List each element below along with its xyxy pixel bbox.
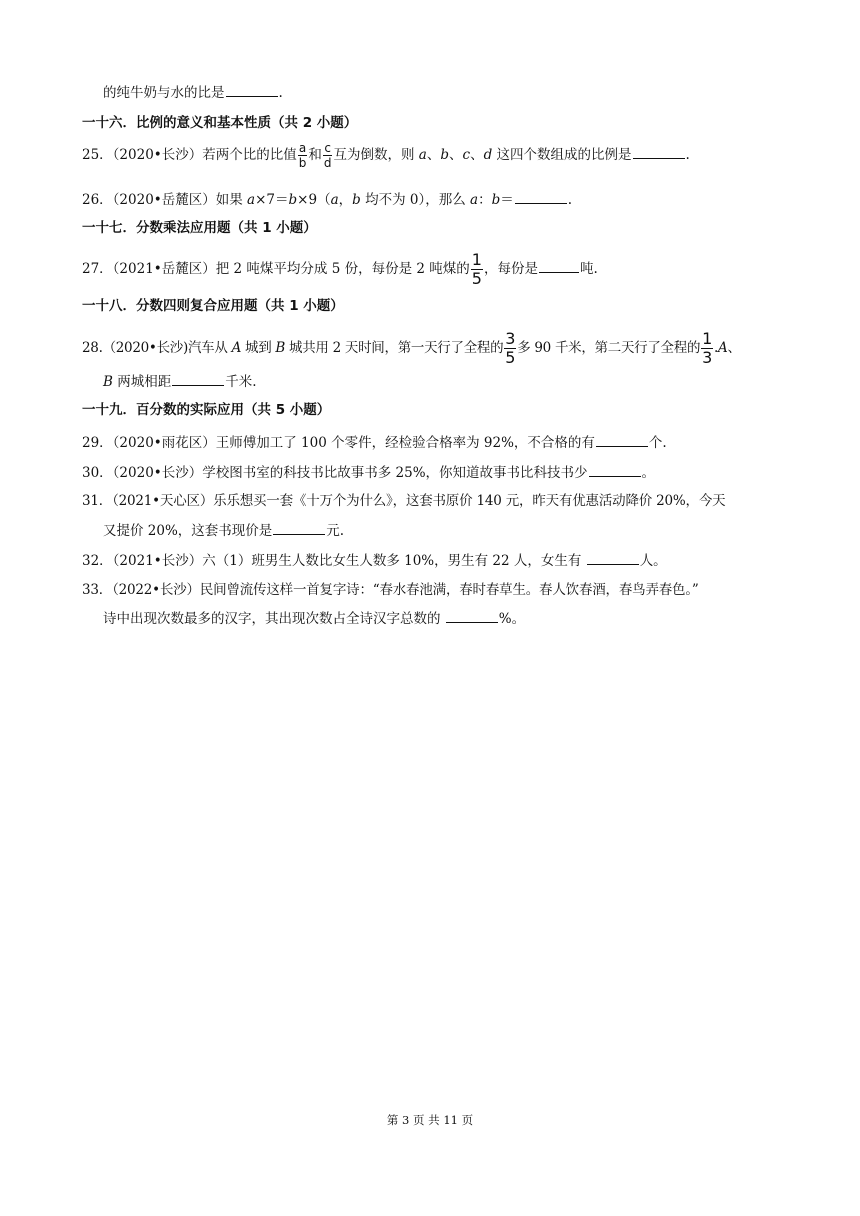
fraction-three-fifths: $\frac{3}{5}$ bbox=[505, 329, 516, 367]
prev-question-tail: 的纯牛奶与水的比是 . bbox=[103, 82, 283, 103]
answer-blank[interactable] bbox=[446, 608, 498, 623]
question-31: 31．（2021•天心区）乐乐想买一套《十万个为什么》，这套书原价 140 元，昨天有优惠活动降价 20%，今天 bbox=[82, 493, 726, 509]
answer-blank[interactable] bbox=[172, 371, 224, 386]
section-heading-18: 一十八．分数四则复合应用题（共 1 小题） bbox=[82, 298, 344, 314]
question-32: 32．（2021•长沙）六（1）班男生人数比女生人数多 10%，男生有 22 人，女生有 人。 bbox=[82, 550, 667, 571]
answer-blank[interactable] bbox=[273, 520, 325, 535]
question-25: 25．（2020•长沙）若两个比的比值 $\frac{a}{b}$ 和 $\frac{c}{d}$ 互为倒数，则 a、b、c、d 这四个数组成的比例是 . bbox=[82, 141, 690, 170]
answer-blank[interactable] bbox=[596, 432, 648, 447]
fraction-one-third: $\frac{1}{3}$ bbox=[702, 329, 713, 367]
section-heading-19: 一十九．百分数的实际应用（共 5 小题） bbox=[82, 402, 331, 418]
section-heading-16: 一十六．比例的意义和基本性质（共 2 小题） bbox=[82, 115, 358, 131]
answer-blank[interactable] bbox=[589, 462, 641, 477]
fraction-a-over-b: $\frac{a}{b}$ bbox=[298, 141, 307, 170]
answer-blank[interactable] bbox=[515, 189, 567, 204]
answer-blank[interactable] bbox=[587, 550, 639, 565]
page-footer: 第 3 页 共 11 页 bbox=[386, 1113, 474, 1127]
section-heading-17: 一十七．分数乘法应用题（共 1 小题） bbox=[82, 220, 317, 236]
answer-blank[interactable] bbox=[539, 258, 579, 273]
fraction-one-fifth: $\frac{1}{5}$ bbox=[471, 250, 482, 288]
answer-blank[interactable] bbox=[633, 144, 685, 159]
question-27: 27．（2021•岳麓区）把 2 吨煤平均分成 5 份，每份是 2 吨煤的 $\frac{1}{5}$ ，每份是 吨. bbox=[82, 250, 598, 288]
question-30: 30．（2020•长沙）学校图书室的科技书比故事书多 25%，你知道故事书比科技书少 。 bbox=[82, 462, 655, 483]
question-26: 26．（2020•岳麓区）如果 a×7＝b×9（a，b 均不为 0），那么 a：b＝ . bbox=[82, 189, 572, 210]
answer-blank[interactable] bbox=[226, 82, 278, 97]
fraction-c-over-d: $\frac{c}{d}$ bbox=[323, 141, 332, 170]
question-33-line2: 诗中出现次数最多的汉字，其出现次数占全诗汉字总数的 %。 bbox=[103, 608, 525, 629]
question-33: 33．（2022•长沙）民间曾流传这样一首复字诗：“春水春池满，春时春草生。春人饮春酒，春鸟弄春色。” bbox=[82, 582, 699, 598]
question-29: 29．（2020•雨花区）王师傅加工了 100 个零件，经检验合格率为 92%，不合格的有 个. bbox=[82, 432, 667, 453]
question-28-line2: B 两城相距 千米. bbox=[103, 371, 257, 392]
question-31-line2: 又提价 20%，这套书现价是 元. bbox=[103, 520, 344, 541]
question-28: 28.（2020•长沙)汽车从 A 城到 B 城共用 2 天时间，第一天行了全程的 $\frac{3}{5}$ 多 90 千米，第二天行了全程的 $\frac{1}{3}$ .A、 bbox=[82, 329, 741, 367]
